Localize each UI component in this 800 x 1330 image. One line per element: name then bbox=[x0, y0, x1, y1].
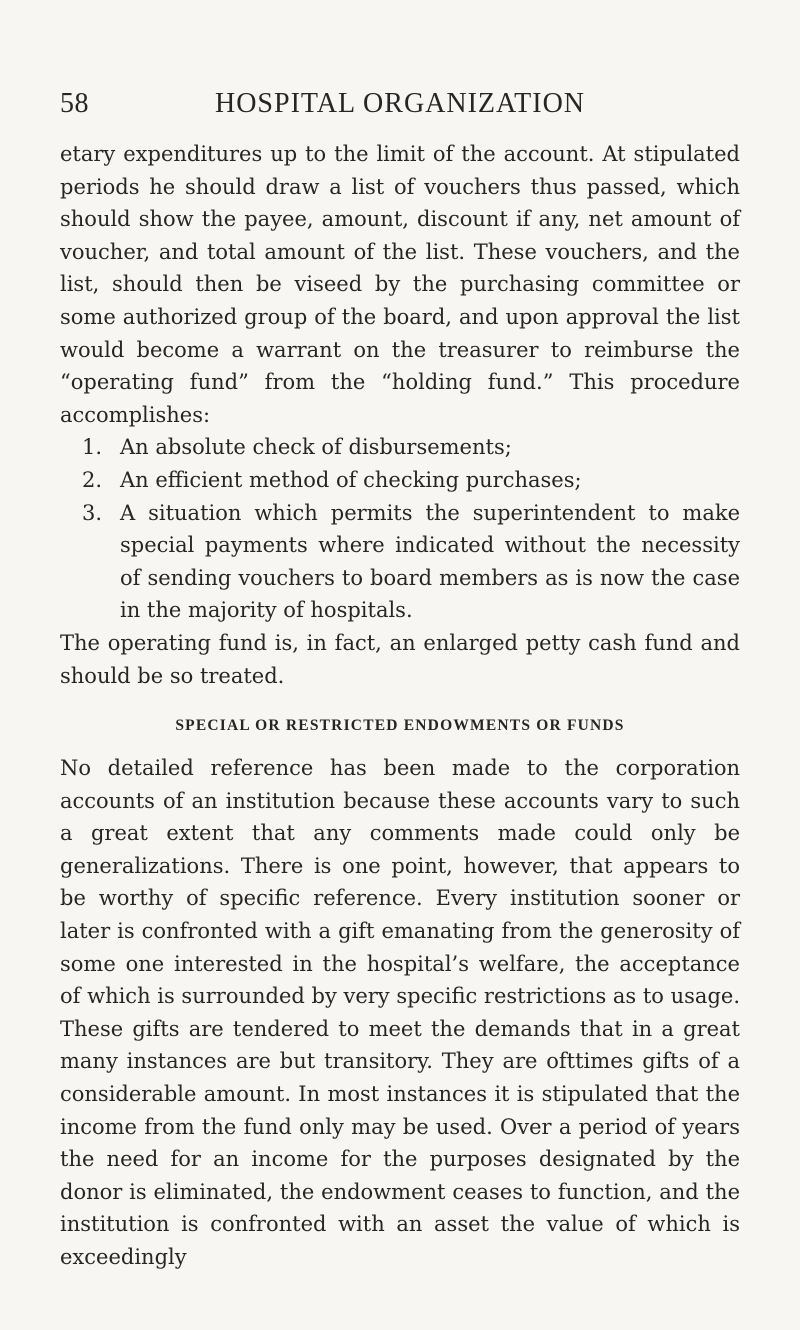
paragraph-endowments: No detailed reference has been made to the corporation accounts of an institution because these accounts vary to such a great extent that any comments made could only be generalizations. There is one point, however, that appears to be worthy of specific reference. Every institution sooner or later is confronted with a gift emanating from the generosity of some one interested in the hospital’s welfare, the acceptance of which is surrounded by very specific restrictions as to usage. These gifts are tendered to meet the demands that in a great many instances are but transitory. They are ofttimes gifts of a considerable amount. In most instances it is stipulated that the income from the fund only may be used. Over a period of years the need for an income for the purposes designated by the donor is eliminated, the endowment ceases to function, and the institution is confronted with an asset the value of which is exceedingly bbox=[60, 756, 740, 1269]
list-item-text: An absolute check of disbursements; bbox=[120, 435, 512, 460]
paragraph-operating-fund: The operating fund is, in fact, an enlarged petty cash fund and should be so treated. bbox=[60, 630, 740, 688]
body-text bbox=[60, 138, 740, 1274]
list-item bbox=[60, 464, 740, 497]
page-number: 58 bbox=[60, 88, 89, 119]
section-heading: SPECIAL OR RESTRICTED ENDOWMENTS OR FUNDS bbox=[175, 717, 625, 735]
paragraph-vouchers: etary expenditures up to the limit of the account. At stipulated periods he should draw a list of vouchers thus passed, which should show the payee, amount, discount if any, net amount of voucher, and total amount of the list. These vouchers, and the list, should then be viseed by the purchasing committee or some authorized group of the board, and upon approval the list would become a warrant on the treasurer to reimburse the “operating fund” from the “holding fund.” This procedure accomplishes: bbox=[60, 142, 740, 427]
procedure-list bbox=[60, 431, 740, 627]
list-item bbox=[60, 431, 740, 464]
page-header bbox=[60, 88, 740, 128]
list-item-number: 2. bbox=[82, 467, 103, 492]
list-item-number: 1. bbox=[82, 435, 103, 460]
list-item-text: A situation which permits the superintendent to make special payments where indicated without the necessity of sending vouchers to board members as is now the case in the majority of hospitals. bbox=[120, 500, 740, 623]
running-title: HOSPITAL ORGANIZATION bbox=[214, 88, 586, 119]
list-item bbox=[60, 497, 740, 627]
list-item-text: An efficient method of checking purchases; bbox=[120, 467, 582, 492]
list-item-number: 3. bbox=[82, 500, 103, 525]
